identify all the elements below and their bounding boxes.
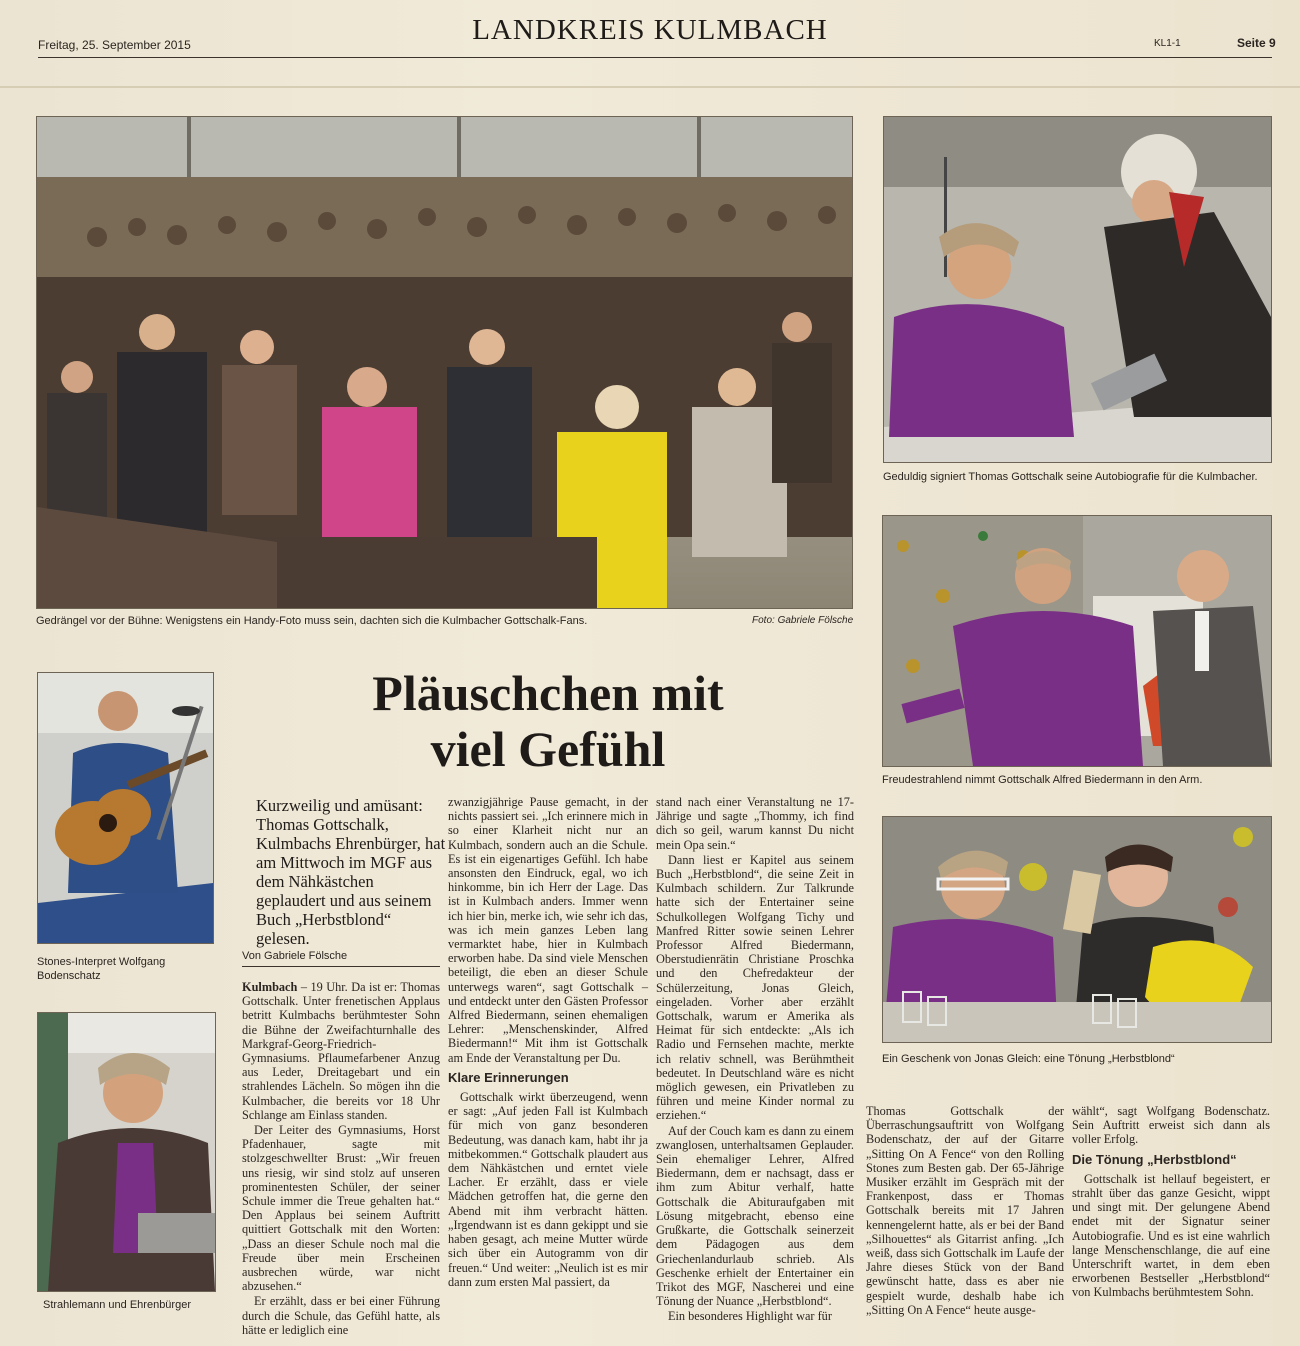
paragraph: Gottschalk ist hellauf begeistert, er strahlt über das ganze Gesicht, wippt und singt mit. Der gelungene Abend endet mit der Signatur seiner Autobiografie. Und es ist eine wahrlich lange Menschenschlange, die auf eine Unterschrift wartet, in dem eben erworbenen Bestseller „Herbstblond“ von Kulmbachs berühmtestem Sohn. (1072, 1171, 1270, 1300)
article-column-4 (866, 1104, 1064, 1318)
header-rule (38, 57, 1272, 58)
signing-photo-caption: Geduldig signiert Thomas Gottschalk seine Autobiografie für die Kulmbacher. (883, 471, 1258, 483)
paragraph: wählt“, sagt Wolfgang Bodenschatz. Sein Auftritt erweist sich dann als voller Erfolg. (1072, 1104, 1270, 1147)
edition-code: KL1-1 (1154, 38, 1181, 49)
article-column-3 (656, 795, 854, 1325)
signing-photo (883, 116, 1272, 463)
article-headline (236, 665, 860, 777)
smile-photo (37, 1012, 216, 1292)
paper-fold (0, 86, 1300, 88)
paragraph: zwanzigjährige Pause gemacht, in der nichts passiert sei. „Ich erinnere mich in so einer Klarheit nicht nur an Kulmbach, sondern auch an die Schule. Es ist ein eigenartiges Gefühl. Ich habe ansonsten den Eindruck, egal, wo ich hinkomme, bin ich Herr der Lage. Das ist in Kulmbach anders. Immer wenn ich hier bin, merke ich, wie sehr ich das, was ich mein ganzes Leben lang vermarktet habe, hier in Kulmbach erworben habe. Da sind viele Menschen beteiligt, die eben an dieser Schule unterwegs waren“, sagt Gottschalk – und entdeckt unter den Gästen Professor Alfred Biedermann, seinen ehemaligen Lehrer: „Menschenskinder, Alfred Biedermann!“ Mit ihm ist Gottschalk am Ende der Veranstaltung per Du. (448, 795, 648, 1065)
crowd-photo-caption: Gedrängel vor der Bühne: Wenigstens ein Handy-Foto muss sein, dachten sich die Kulmbacher Gottschalk-Fans. (36, 615, 588, 627)
crowd-photo (36, 116, 853, 609)
paragraph: Gottschalk wirkt überzeugend, wenn er sagt: „Auf jeden Fall ist Kulmbach für mich von ganz besonderen Bedeutung, was danach kam, habt ihr ja mitbekommen.“ Gottschalk plaudert aus dem Nähkästchen und erntet viele Lacher. Er erzählt, dass er viele Mädchen getroffen hat, die gerne den Abend mit ihm verbracht hätten. „Irgendwann ist es dann gekippt und sie haben gesagt, ach meine Mutter würde sich über ein Autogramm von dir freuen.“ Und weiter: „Neulich ist es mir dann zum ersten Mal passiert, da (448, 1090, 648, 1289)
paragraph: Dann liest er Kapitel aus seinem Buch „Herbstblond“, die seine Zeit in Kulmbach schildern. Zur Talkrunde hatte sich der Entertainer seine Schulkollegen Wolfgang Tichy und Manfred Ritter sowie seinen Lehrer Professor Alfred Biedermann, Oberstudienrätin Christiane Proschka und den Chefredakteur der Schülerzeitung, Jonas Gleich, eingeladen. Vorher aber erzählt Gottschalk, warum er Amerika als Heimat für sich entdeckte: „Als ich Radio und Fernsehen machte, merkte ich relativ schnell, was Berühmtheit bedeutet. In Deutschland wäre es nicht möglich gewesen, ein Privatleben zu führen und meine Kinder normal zu erziehen.“ (656, 852, 854, 1123)
issue-date: Freitag, 25. September 2015 (38, 38, 191, 52)
paragraph: Er erzählt, dass er bei einer Führung durch die Schule, das Gefühl hatte, als hätte er lediglich eine (242, 1294, 440, 1337)
smile-photo-caption: Strahlemann und Ehrenbürger (43, 1299, 191, 1311)
subheading: Klare Erinnerungen (448, 1069, 569, 1085)
section-title: LANDKREIS KULMBACH (472, 14, 828, 46)
article-lead: Kurzweilig und amüsant: Thomas Gottschalk, Kulmbachs Ehrenbürger, hat am Mittwoch im MGF aus dem Nähkästchen geplaudert und aus seinem Buch „Herbstblond“ gelesen. (256, 796, 446, 948)
dateline: Kulmbach (242, 980, 298, 994)
byline: Von Gabriele Fölsche (242, 950, 440, 967)
paragraph: Kulmbach – 19 Uhr. Da ist er: Thomas Gottschalk. Unter frenetischen Applaus betritt Kulmbachs berühmtester Sohn die Bühne der Zweifachturnhalle des Markgraf-Georg-Friedrich-Gymnasiums. Pflaumefarbener Anzug aus Leder, Dreitagebart und ein strahlendes Lächeln. So mögen ihn die Kulmbacher, die bereits vor 18 Uhr Schlange am Einlass standen. (242, 980, 440, 1122)
paragraph: Thomas Gottschalk der Überraschungsauftritt von Wolfgang Bodenschatz, der auf der Gitarre „Sitting On A Fence“ von den Rolling Stones zum Besten gab. Der 65-Jährige Musiker erzählt im Gespräch mit der Frankenpost, dass er Thomas Gottschalk bereits mit 17 Jahren kennengelernt hatte, als er bei der Band „Silhouettes“ als Gitarrist anfing. „Ich weiß, dass sich Gottschalk im Laufe der Jahre dieses Stück von der Band gewünscht hatte, dass es aber nie gespielt wurde, deshalb habe ich „Sitting On A Fence“ heute ausge- (866, 1104, 1064, 1317)
paragraph: Ein besonderes Highlight war für (668, 1309, 832, 1324)
article-column-5 (1072, 1104, 1270, 1301)
gift-photo (882, 816, 1272, 1043)
headline-line-1: Pläuschchen mit (372, 665, 724, 721)
article-column-1 (242, 980, 440, 1338)
subheading: Die Tönung „Herbstblond“ (1072, 1151, 1237, 1167)
photo-credit: Foto: Gabriele Fölsche (752, 615, 854, 626)
hug-photo-caption: Freudestrahlend nimmt Gottschalk Alfred Biedermann in den Arm. (882, 774, 1203, 786)
gift-photo-caption: Ein Geschenk von Jonas Gleich: eine Tönung „Herbstblond“ (882, 1053, 1175, 1065)
paragraph: Auf der Couch kam es dann zu einem zwanglosen, unterhaltsamen Geplauder. Sein ehemaliger Lehrer, Alfred Biedermann, dem er nachsagt, dass er ihm zum Abitur verhalf, hatte Gottschalk die Abituraufgaben mit Lösung mitgebracht, ebenso eine Grußkarte, die Gottschalk seinerzeit dem Pädagogen aus dem Griechenlandurlaub schrieb. Als Geschenke erhielt der Entertainer ein Trikot des MGF, Nascherei und eine Tönung der Nuance „Herbstblond“. (656, 1123, 854, 1309)
page-number: Seite 9 (1237, 36, 1276, 50)
paragraph: Der Leiter des Gymnasiums, Horst Pfadenhauer, sagte mit stolzgeschwellter Brust: „Wir freuen uns riesig, wir sind stolz auf unseren prominentesten Schüler, der seiner Schule immer die Treue gehalten hat.“ Den Applaus bei seinem Auftritt quittiert Gottschalk mit den Worten: „Dass an dieser Schule noch mal die Freude über mein Erscheinen ausbrechen würde, war nicht abzusehen.“ (242, 1123, 440, 1294)
headline-line-2: viel Gefühl (430, 721, 666, 777)
guitarist-photo-caption: Stones-Interpret Wolfgang Bodenschatz (37, 956, 166, 982)
article-column-2 (448, 795, 648, 1290)
guitarist-photo (37, 672, 214, 944)
hug-photo (882, 515, 1272, 767)
paragraph: stand nach einer Veranstaltung ne 17-Jährige und sagte „Thommy, ich find dich so geil, warum kannst Du nicht mein Opa sein.“ (656, 795, 854, 852)
